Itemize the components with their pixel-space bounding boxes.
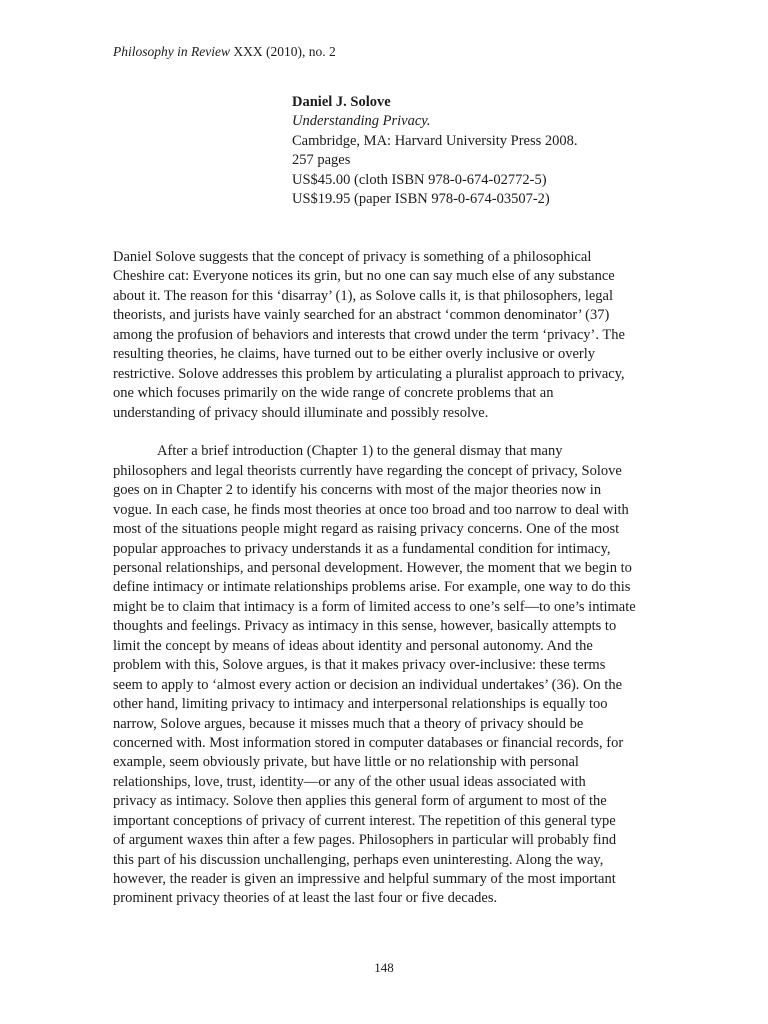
text-line: one which focuses primarily on the wide range of concrete problems that an xyxy=(113,385,554,402)
text-line: personal relationships, and personal development. However, the moment that we begin to xyxy=(113,560,632,576)
text-line: most of the situations people might regard as raising privacy concerns. One of the most xyxy=(113,521,620,538)
text-line: philosophers and legal theorists currently have regarding the concept of privacy, Solove xyxy=(113,462,622,479)
text-line: limit the concept by means of ideas about identity and personal autonomy. And the xyxy=(113,637,593,654)
text-line: understanding of privacy should illuminate and possibly resolve. xyxy=(113,404,489,421)
text-line: problem with this, Solove argues, is that it makes privacy over-inclusive: these terms xyxy=(113,657,606,674)
text-line: resulting theories, he claims, have turned out to be either overly inclusive or overly xyxy=(113,346,595,363)
text-line: thoughts and feelings. Privacy as intimacy in this sense, however, basically attempts to xyxy=(113,618,617,635)
text-line: this part of his discussion unchallenging, perhaps even uninteresting. Along the way, xyxy=(113,851,604,868)
text-line: example, seem obviously private, but have little or no relationship with personal xyxy=(113,754,579,771)
text-line: among the profusion of behaviors and interests that crowd under the term ‘privacy’. The xyxy=(113,326,625,343)
text-line: define intimacy or intimate relationships problems arise. For example, one way to do this xyxy=(113,579,631,596)
book-pages: 257 pages xyxy=(292,152,351,169)
body-paragraph xyxy=(113,442,661,909)
book-title: Understanding Privacy. xyxy=(292,113,431,130)
page-number: 148 xyxy=(374,960,394,975)
text-line: relationships, love, trust, identity—or any of the other usual ideas associated with xyxy=(113,773,586,790)
text-line: other hand, limiting privacy to intimacy and interpersonal relationships is equally too xyxy=(113,696,608,713)
text-line: important conceptions of privacy of current interest. The repetition of this general type xyxy=(113,812,616,829)
text-line: of argument waxes thin after a few pages. Philosophers in particular will probably find xyxy=(113,832,617,849)
text-line: privacy as intimacy. Solove then applies this general form of argument to most of the xyxy=(113,793,607,810)
text-line: narrow, Solove argues, because it misses much that a theory of privacy should be xyxy=(113,715,584,732)
text-line: about it. The reason for this ‘disarray’ (1), as Solove calls it, is that philosophers, legal xyxy=(113,287,614,304)
text-line: vogue. In each case, he finds most theories at once too broad and too narrow to deal with xyxy=(113,501,629,518)
text-line: Cheshire cat: Everyone notices its grin, but no one can say much else of any substance xyxy=(113,268,615,285)
text-line: seem to apply to ‘almost every action or decision an individual undertakes’ (36). On the xyxy=(113,676,623,693)
text-line: After a brief introduction (Chapter 1) to the general dismay that many xyxy=(157,443,563,460)
text-line: concerned with. Most information stored in computer databases or financial records, for xyxy=(113,734,624,751)
text-line: goes on in Chapter 2 to identify his concerns with most of the major theories now in xyxy=(113,482,602,499)
book-publisher: Cambridge, MA: Harvard University Press 2008. xyxy=(292,132,578,149)
book-citation xyxy=(292,93,578,209)
text-line: Daniel Solove suggests that the concept of privacy is something of a philosophical xyxy=(113,249,592,265)
text-line: might be to claim that intimacy is a form of limited access to one’s self—to one’s intimate xyxy=(113,598,636,615)
book-price-paper: US$19.95 (paper ISBN 978-0-674-03507-2) xyxy=(292,191,550,208)
text-line: prominent privacy theories of at least the last four or five decades. xyxy=(113,890,498,907)
journal-title: Philosophy in Review xyxy=(113,44,230,59)
text-line: popular approaches to privacy understands it as a fundamental condition for intimacy, xyxy=(113,540,611,557)
journal-issue: XXX (2010), no. 2 xyxy=(229,44,336,59)
running-header xyxy=(113,43,336,61)
book-price-cloth: US$45.00 (cloth ISBN 978-0-674-02772-5) xyxy=(292,171,547,188)
text-line: restrictive. Solove addresses this problem by articulating a pluralist approach to privacy, xyxy=(113,365,625,382)
review-body xyxy=(113,248,661,909)
book-author: Daniel J. Solove xyxy=(292,94,391,110)
text-line: however, the reader is given an impressive and helpful summary of the most important xyxy=(113,871,616,887)
body-paragraph xyxy=(113,248,661,423)
text-line: theorists, and jurists have vainly searched for an abstract ‘common denominator’ (37) xyxy=(113,307,610,324)
